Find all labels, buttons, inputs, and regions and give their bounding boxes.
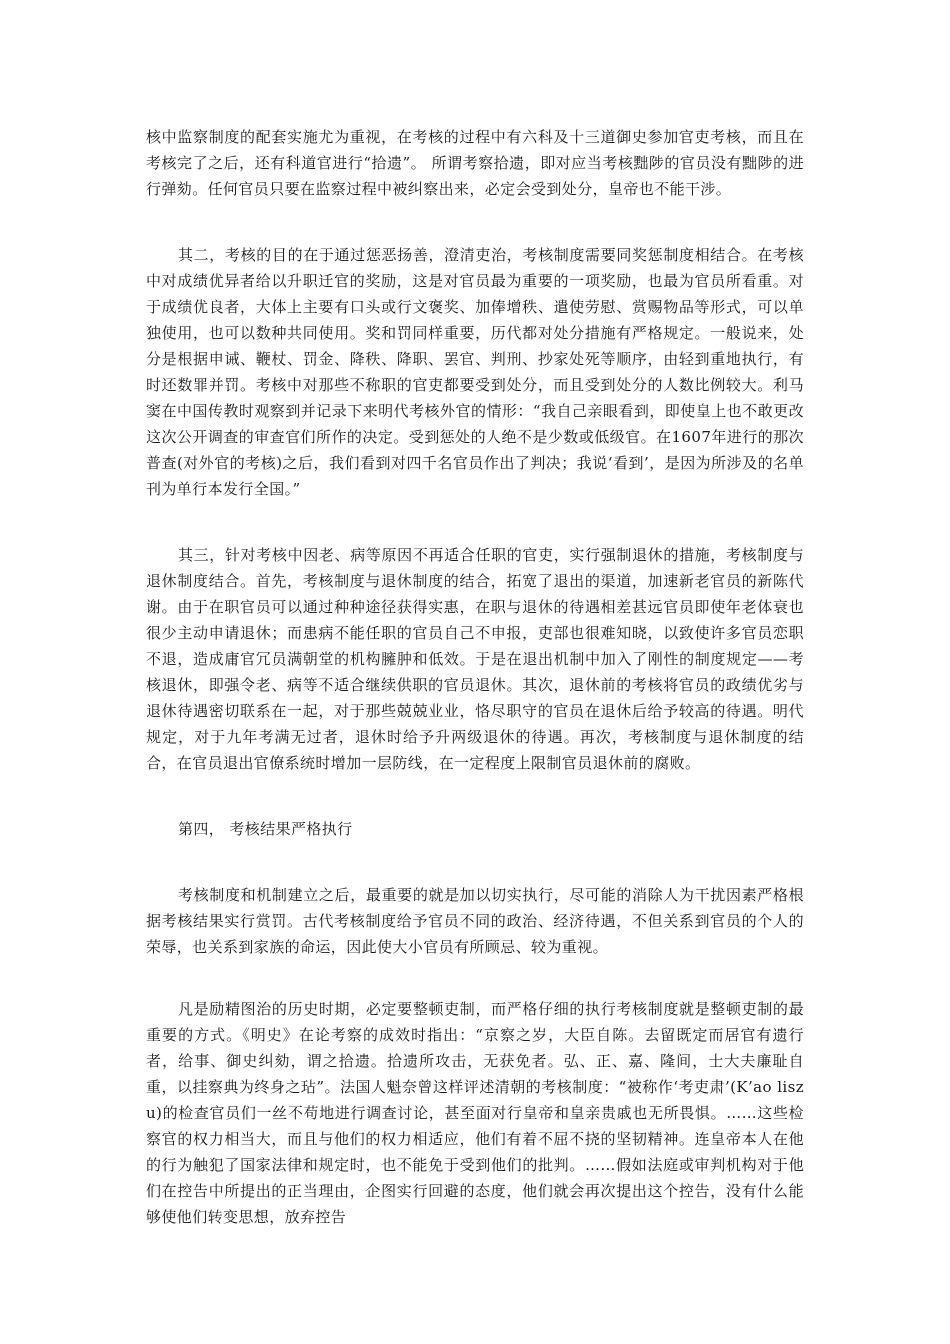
paragraph-retirement: 其三，针对考核中因老、病等原因不再适合任职的官吏，实行强制退休的措施，考核制度与退休制度结合。首先，考核制度与退休制度的结合，拓宽了退出的渠道，加速新老官员的新陈代谢。由于在职官员可以通过种种途径获得实惠，在职与退休的待遇相差甚远官员即使年老体衰也很少主动申请退休；而患病不能任职的官员自己不申报，吏部也很难知晓，以致使许多官员恋职不退，造成庸官冗员满朝堂的机构臃肿和低效。于是在退出机制中加入了刚性的制度规定——考核退休，即强令老、病等不适合继续供职的官员退休。其次，退休前的考核将官员的政绩优劣与退休待遇密切联系在一起，对于那些兢兢业业，恪尽职守的官员在退休后给予较高的待遇。明代规定，对于九年考满无过者，退休时给予升两级退休的待遇。再次，考核制度与退休制度的结合，在官员退出官僚系统时增加一层防线，在一定程度上限制官员退休前的腐败。 bbox=[146, 546, 804, 772]
paragraph-supervision: 核中监察制度的配套实施尤为重视，在考核的过程中有六科及十三道御史参加官吏考核，而且在考核完了之后，还有科道官进行“拾遗”。 所谓考察拾遗，即对应当考核黜陟的官员没有黜陟的进行弹劾。任何官员只要在监察过程中被纠察出来，必定会受到处分，皇帝也不能干涉。 bbox=[146, 128, 804, 198]
section-heading-fourth: 第四， 考核结果严格执行 bbox=[178, 820, 353, 838]
paragraph-rewards-punishments: 其二，考核的目的在于通过惩恶扬善，澄清吏治，考核制度需要同奖惩制度相结合。在考核中对成绩优异者给以升职迁官的奖励，这是对官员最为重要的一项奖励，也最为官员所看重。对于成绩优良者，大体上主要有口头或行文褒奖、加俸增秩、遣使劳慰、赏赐物品等形式，可以单独使用，也可以数种共同使用。奖和罚同样重要，历代都对处分措施有严格规定。一般说来，处分是根据申诫、鞭杖、罚金、降秩、降职、罢官、判刑、抄家处死等顺序，由轻到重地执行，有时还数罪并罚。考核中对那些不称职的官吏都要受到处分，而且受到处分的人数比例较大。利马窦在中国传教时观察到并记录下来明代考核外官的情形：“我自己亲眼看到，即使皇上也不敢更改这次公开调查的审查官们所作的决定。受到惩处的人绝不是少数或低级官。在1607年进行的那次普查(对外官的考核)之后，我们看到对四千名官员作出了判决；我说‘看到’，是因为所涉及的名单刊为单行本发行全国。” bbox=[146, 246, 804, 498]
document-page bbox=[146, 124, 804, 1230]
paragraph-strict-execution: 考核制度和机制建立之后，最重要的就是加以切实执行，尽可能的消除人为干扰因素严格根据考核结果实行赏罚。古代考核制度给予官员不同的政治、经济待遇，不但关系到官员的个人的荣辱，也关系到家族的命运，因此使大小官员有所顾忌、较为重视。 bbox=[146, 886, 804, 956]
paragraph-historical-examples: 凡是励精图治的历史时期，必定要整顿吏制，而严格仔细的执行考核制度就是整顿吏制的最重要的方式。《明史》在论考察的成效时指出：“京察之岁，大臣自陈。去留既定而居官有遗行者，给事、御史纠劾，谓之拾遗。拾遗所攻击，无获免者。弘、正、嘉、隆间，士大夫廉耻自重，以挂察典为终身之玷”。法国人魁奈曾这样评述清朝的考核制度：“被称作‘考吏肃’(K’ao liszu)的检查官员们一丝不苟地进行调查讨论，甚至面对行皇帝和皇亲贵戚也无所畏惧。……这些检察官的权力相当大，而且与他们的权力相适应，他们有着不屈不挠的坚韧精神。连皇帝本人在他的行为触犯了国家法律和规定时，也不能免于受到他们的批判。……假如法庭或审判机构对于他们在控告中所提出的正当理由，企图实行回避的态度，他们就会再次提出这个控告，没有什么能够使他们转变思想，放弃控告 bbox=[146, 1000, 804, 1226]
